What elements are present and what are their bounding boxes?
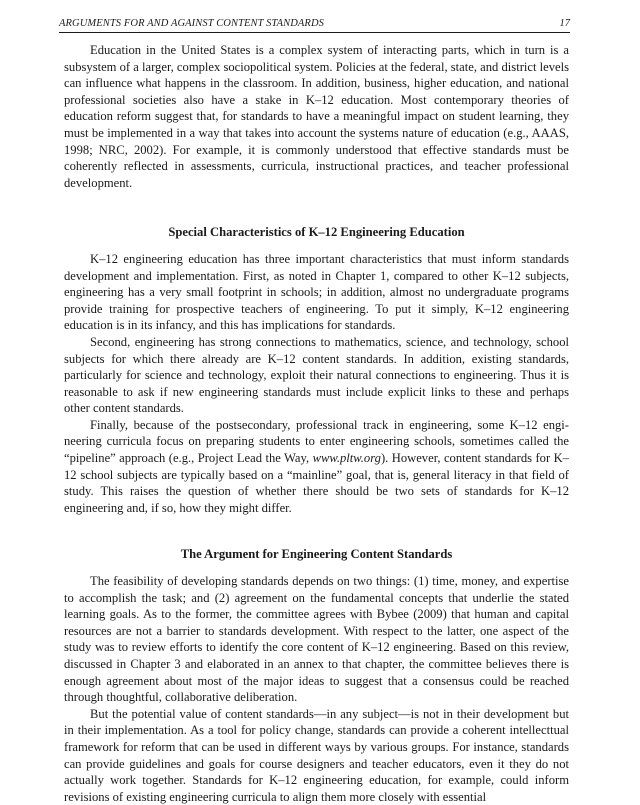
section-spacer — [64, 563, 569, 573]
section-spacer — [64, 516, 569, 546]
paragraph-argument-1: The feasibility of developing standards depends on two things: (1) time, money, and expertise to accomplish the task; and (2) agreement on the fundamental concepts that underlie the stated learning goals. As to the former, the committee agrees with Bybee (2009) that human and capital resources are not a barrier to standards development. With respect to the latter, one aspect of the study was to review efforts to identify the core content of K–12 engineering. Based on this review, discussed in Chapter 3 and elaborated in an annex to that chapter, the committee believes there is enough agreement about most of the major ideas to suggest that a consensus could be reached through thoughtful, collaborative deliberation. — [64, 574, 569, 705]
paragraph-special-2: Second, engineering has strong connections to mathematics, science, and technology, school subjects for which there already are K–12 content standards. In addition, existing standards, particularly for science and technology, exploit their natural connections to engineering. Thus it is reasonable to ask if new engineering standards must include explicit links to these and perhaps other content standards. — [64, 334, 569, 416]
running-header-title: ARGUMENTS FOR AND AGAINST CONTENT STANDARDS — [59, 18, 324, 29]
section-spacer — [64, 241, 569, 251]
page-number: 17 — [559, 18, 570, 29]
paragraph-special-3-part-b: ). However, content standards for K–12 school subjects are typically based on a “mainline” goal, that is, general literacy in that field of study. This raises the question of whether there should be two sets of standards for K–12 engineering and, if so, how they might differ. — [64, 451, 569, 515]
heading-special-characteristics: Special Characteristics of K–12 Engineering Education — [168, 225, 465, 240]
paragraph-special-3 — [64, 417, 569, 517]
paragraph-special-1: K–12 engineering education has three important characteristics that must inform standards development and implementation. First, as noted in Chapter 1, compared to other K–12 subjects, engineering has a very small footprint in schools; in addition, almost no undergraduate programs provide training for prospective teachers of engineering. To put it simply, K–12 engineering education is in its infancy, and this has implications for standards. — [64, 251, 569, 333]
section-spacer — [64, 191, 569, 224]
running-header — [59, 16, 570, 33]
body-text — [64, 42, 569, 805]
heading-argument-for-standards: The Argument for Engineering Content Standards — [180, 547, 453, 562]
paragraph-special-3-part-a: Finally, because of the postsecondary, professional track in engineering, some K–12 engineering curricula focus on preparing students to enter engineering schools, sometimes called the “pipeline” approach (e.g., Project Lead the Way, — [64, 417, 569, 466]
pltw-url-link[interactable]: www.pltw.org — [312, 451, 381, 466]
paragraph-intro: Education in the United States is a complex system of interacting parts, which in turn is a subsystem of a larger, complex sociopolitical system. Policies at the federal, state, and district levels can influence what happens in the classroom. In addition, business, higher education, and national professional societies also have a stake in K–12 education. Most contemporary theories of education reform suggest that, for standards to have a meaningful impact on student learning, they must be implemented in a way that takes into account the systems nature of education (e.g., AAAS, 1998; NRC, 2002). For example, it is commonly understood that effective standards must be coherently reflected in assessments, curricula, instructional practices, and teacher professional development. — [64, 43, 569, 190]
paragraph-argument-2: But the potential value of content standards—in any subject—is not in their development but in their implementation. As a tool for policy change, standards can provide a coherent intellecttual framework for reform that can be used in different ways by various groups. For instance, standards can provide guidelines and goals for course designers and teacher educators, even it they do not actually work together. Standards for K–12 engineering education, for example, could inform revisions of existing engineering curricula to align them more closely with essential — [64, 706, 569, 804]
